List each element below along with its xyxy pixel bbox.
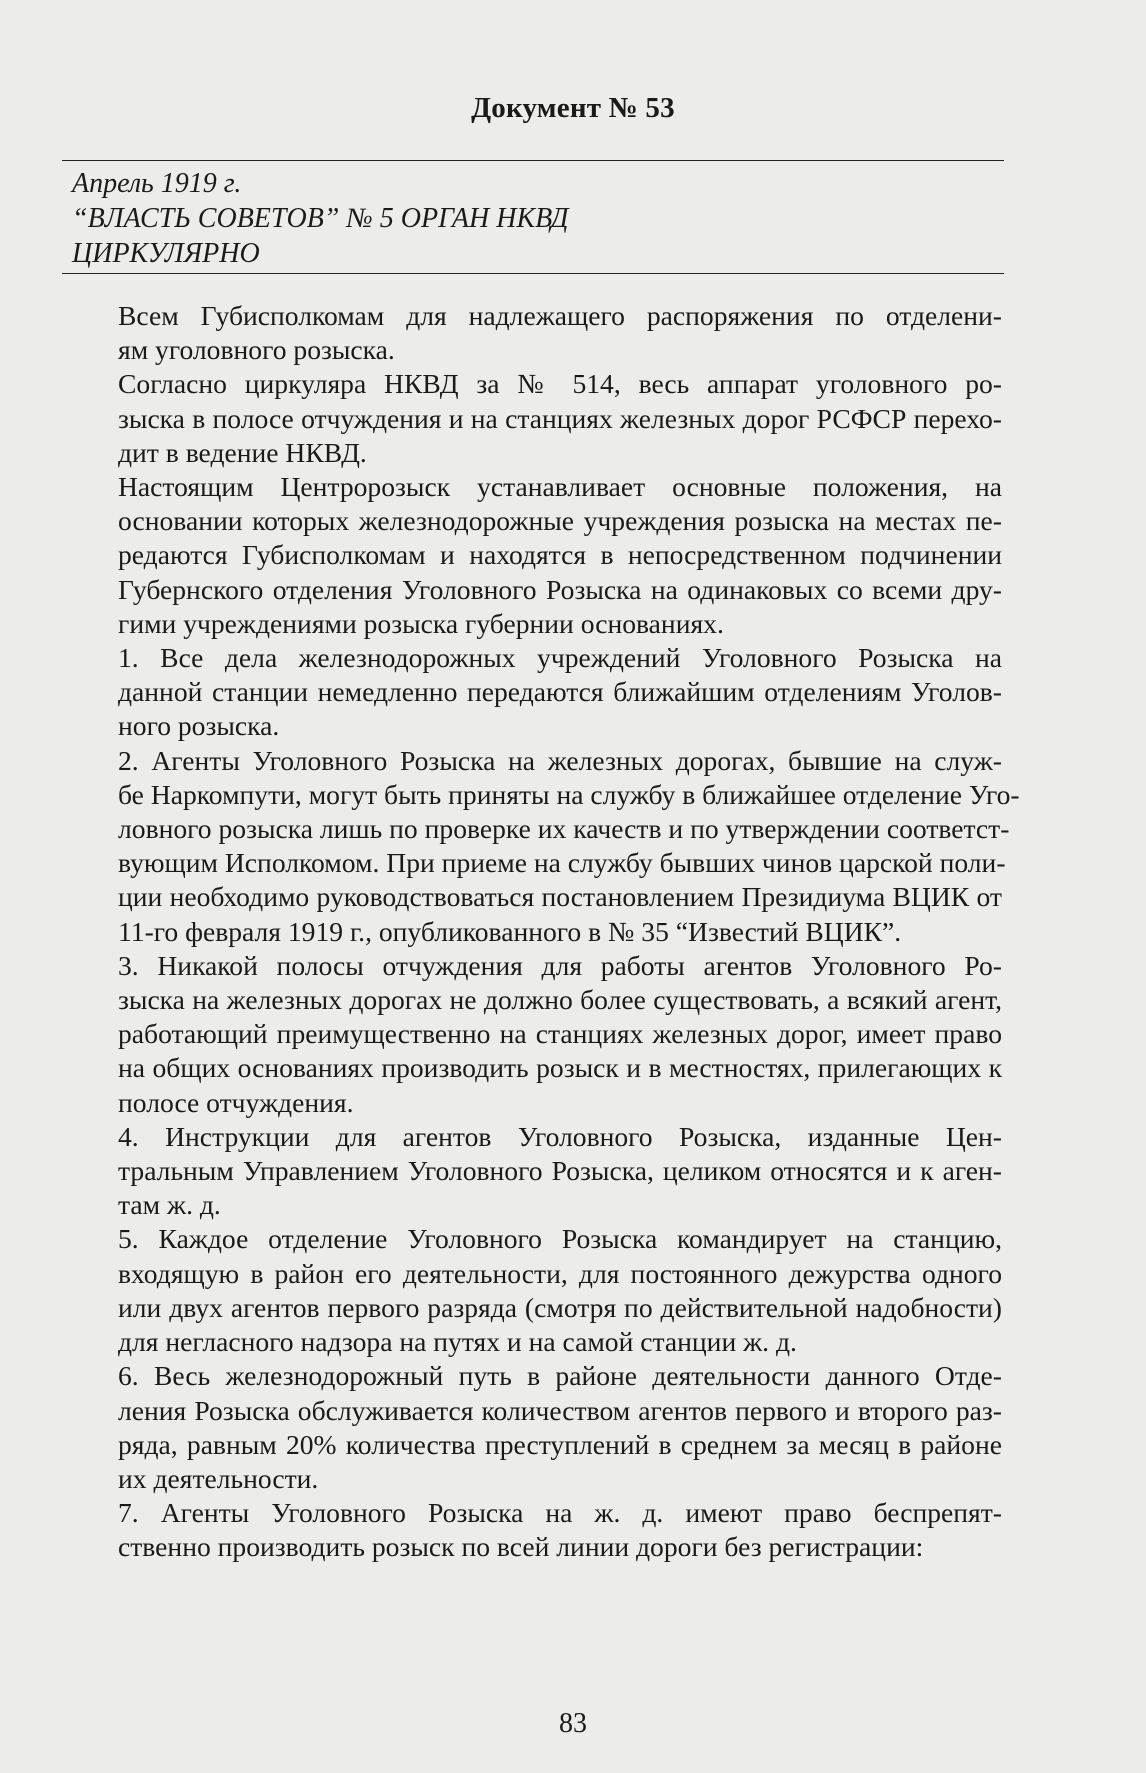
text-line: ряда, равным 20% количества преступлений в среднем за месяц в районе [118,1428,1002,1460]
text-line: работающий преимущественно на станциях железных дорог, имеет право [118,1018,1002,1050]
paragraph [42,1120,1002,1223]
text-line: дит в ведение НКВД. [118,436,367,468]
text-line: тральным Управлением Уголовного Розыска, целиком относятся и к аген- [118,1155,1002,1187]
text-line: бе Наркомпути, могут быть приняты на службу в ближайшее отделение Уго- [118,778,1020,810]
text-line: входящую в район его деятельности, для постоянного дежурства одного [118,1257,1002,1289]
document-body [42,299,1020,1565]
text-line: редаются Губисполкомам и находятся в непосредственном подчинении [118,539,1002,571]
paragraph [42,299,1002,367]
text-line: Согласно циркуляра НКВД за № 514, весь аппарат уголовного ро- [118,368,1002,400]
text-line: вующим Исполкомом. При приеме на службу бывших чинов царской поли- [118,847,1006,879]
text-line: гими учреждениями розыска губернии основаниях. [118,607,724,639]
paragraph [42,744,1020,949]
text-line: или двух агентов первого разряда (смотря по действительной надобности) [118,1291,1002,1323]
text-line: ления Розыска обслуживается количеством агентов первого и второго раз- [118,1394,1002,1426]
text-line: 4. Инструкции для агентов Уголовного Розыска, изданные Цен- [118,1120,1002,1152]
text-line: 1. Все дела железнодорожных учреждений Уголовного Розыска на [118,642,1002,674]
text-line: 3. Никакой полосы отчуждения для работы агентов Уголовного Ро- [118,949,1002,981]
paragraph [42,470,1002,641]
document-header-meta [72,166,569,271]
text-line: ловного розыска лишь по проверке их качеств и по утверждении соответст- [118,813,1010,845]
text-line: 7. Агенты Уголовного Розыска на ж. д. имеют право беспрепят- [118,1497,1002,1529]
text-line: ям уголовного розыска. [118,334,395,366]
text-line: Всем Губисполкомам для надлежащего распоряжения по отделени- [118,300,1002,331]
text-line: там ж. д. [118,1189,221,1221]
header-bottom-rule [62,273,1004,274]
text-line: ного розыска. [118,710,280,742]
document-title: Документ № 53 [471,92,675,124]
text-line: 2. Агенты Уголовного Розыска на железных дорогах, бывшие на служ- [118,744,1002,776]
text-line: 11-го февраля 1919 г., опубликованного в № 35 “Известий ВЦИК”. [118,915,902,947]
text-line: их деятельности. [118,1462,319,1494]
paragraph [42,949,1002,1120]
text-line: полосе отчуждения. [118,1086,354,1118]
text-line: ственно производить розыск по всей линии дороги без регистрации: [118,1531,924,1563]
paragraph [42,1359,1002,1496]
document-date: Апрель 1919 г. [72,168,242,199]
document-note: ЦИРКУЛЯРНО [72,238,260,269]
text-line: Губернского отделения Уголовного Розыска на одинаковых со всеми дру- [118,573,1002,605]
text-line: ции необходимо руководствоваться постановлением Президиума ВЦИК от [118,881,1002,913]
paragraph [42,641,1002,744]
text-line: 6. Весь железнодорожный путь в районе деятельности данного Отде- [118,1360,1002,1392]
text-line: данной станции немедленно передаются ближайшим отделениям Уголов- [118,676,1002,708]
text-line: Настоящим Центророзыск устанавливает основные положения, на [118,471,1002,503]
paragraph [42,1496,1002,1564]
text-line: для негласного надзора на путях и на самой станции ж. д. [118,1326,797,1358]
header-top-rule [62,160,1004,161]
paragraph [42,367,1002,470]
text-line: 5. Каждое отделение Уголовного Розыска командирует на станцию, [118,1223,1002,1255]
page-number: 83 [559,1708,587,1739]
text-line: зыска в полосе отчуждения и на станциях железных дорог РСФСР перехо- [118,402,1002,434]
text-line: основании которых железнодорожные учреждения розыска на местах пе- [118,505,1002,537]
paragraph [42,1222,1002,1359]
document-source: “ВЛАСТЬ СОВЕТОВ” № 5 ОРГАН НКВД [72,203,569,234]
text-line: на общих основаниях производить розыск и в местностях, прилегающих к [118,1052,1002,1084]
text-line: зыска на железных дорогах не должно более существовать, а всякий агент, [118,984,1002,1016]
